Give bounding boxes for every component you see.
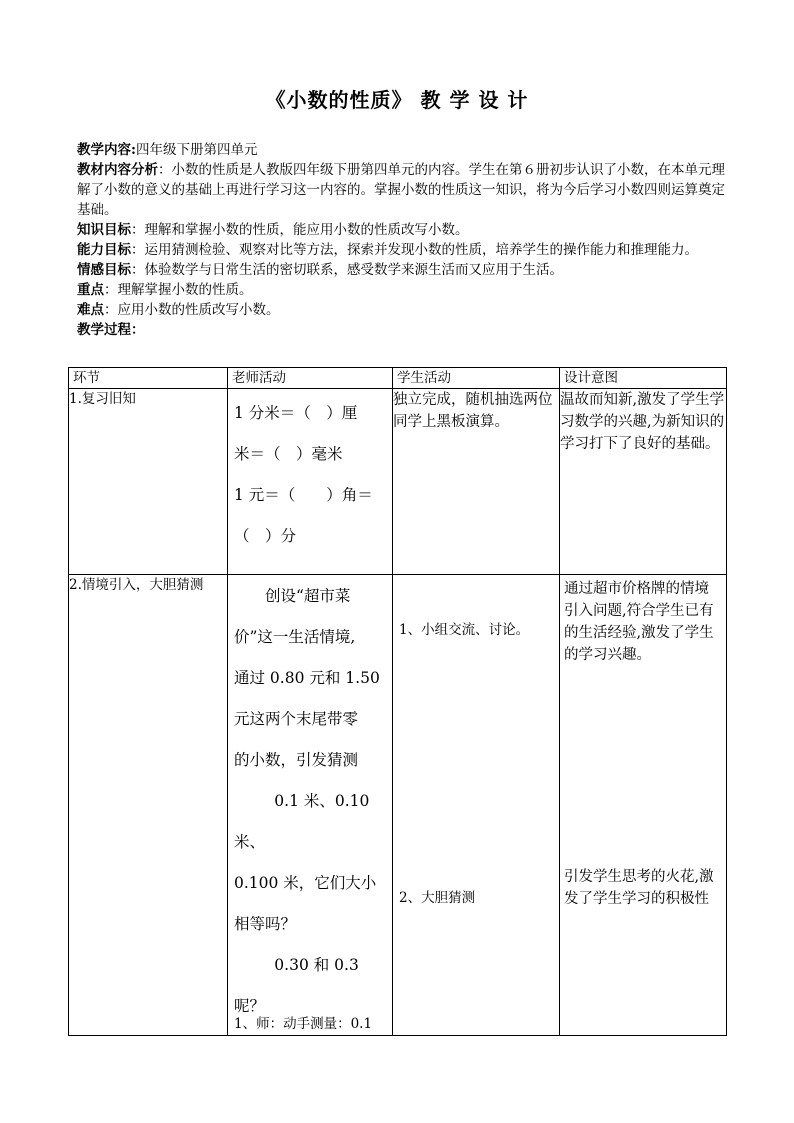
emotion-line [77,260,727,280]
teacher-line: 创设“超市菜 [265,587,351,605]
student-step-2: 2、大胆猜测 [399,890,476,906]
process-table [68,367,727,1036]
emotion-text: ：体验数学与日常生活的密切联系，感受数学来源生活而又应用于生活。 [131,262,563,278]
table-header-row [69,368,727,389]
teacher-line: 0.30 和 0.3 呢？ [234,956,359,1015]
knowledge-text: ：理解和掌握小数的性质，能应用小数的性质改写小数。 [131,222,469,238]
row2-teacher [228,575,393,1036]
row1-teacher [228,389,393,575]
teacher-line: 通过 0.80 元和 1.50 [234,669,380,687]
process-line [77,320,727,340]
header-intent: 设计意图 [560,368,727,389]
emotion-label: 情感目标 [77,262,131,278]
row1-stage: 1.复习旧知 [69,389,228,575]
header-student: 学生活动 [393,368,560,389]
knowledge-line [77,220,727,240]
row1-intent: 温故而知新,激发了学生学习数学的兴趣,为新知识的学习打下了良好的基础。 [560,389,727,575]
teacher-line: 相等吗？ [234,915,297,933]
ability-text: ：运用猜测检验、观察对比等方法，探索并发现小数的性质，培养学生的操作能力和推理能力。 [131,242,698,258]
teacher-line: 1 元＝（ ）角＝ [234,486,373,504]
content-value: 四年级下册第四单元 [135,142,258,158]
intent-1: 通过超市价格牌的情境引入问题,符合学生已有的生活经验,激发了学生的学习兴趣。 [564,581,714,663]
table-row [69,389,727,575]
key-line [77,280,727,300]
header-stage: 环节 [69,368,228,389]
analysis-text: ：小数的性质是人教版四年级下册第四单元的内容。学生在第６册初步认识了小数，在本单元理解了小数的意义的基础上再进行学习这一内容的。掌握小数的性质这一知识，将为今后学习小数四则运算奠定基础。 [77,162,725,218]
key-label: 重点 [77,282,104,298]
analysis-label: 教材内容分析 [77,162,158,178]
teacher-line: 0.1 米、0.10 米、 [234,792,370,851]
page-title: 《小数的性质》 教 学 设 计 [265,88,529,112]
key-text: ：理解掌握小数的性质。 [104,282,253,298]
student-step-1: 1、小组交流、讨论。 [399,622,530,638]
teacher-line: 价”这一生活情境, [234,628,356,646]
difficult-text: ：应用小数的性质改写小数。 [104,302,280,318]
ability-label: 能力目标 [77,242,131,258]
teacher-line: 米＝（ ）毫米 [234,445,343,463]
teacher-tail: 1、师：动手测量：0.1 [234,1016,373,1032]
content-line [77,140,727,160]
teacher-line: 的小数，引发猜测 [234,751,359,769]
difficult-line [77,300,727,320]
ability-line [77,240,727,260]
teacher-line: 元这两个末尾带零 [234,710,359,728]
lesson-info [77,140,727,340]
teacher-line: 0.100 米，它们大小 [234,874,377,892]
row2-stage: 2.情境引入，大胆猜测 [69,575,228,1036]
header-teacher: 老师活动 [228,368,393,389]
intent-2: 引发学生思考的火花,激发了学生学习的积极性 [564,869,714,907]
row2-student [393,575,560,1036]
table-row [69,575,727,1036]
analysis-line [77,160,727,220]
process-label: 教学过程： [77,322,145,338]
difficult-label: 难点 [77,302,104,318]
content-label: 教学内容: [77,142,136,158]
row2-intent [560,575,727,1036]
teacher-line: 1 分米＝（ ）厘 [234,404,358,422]
row1-student: 独立完成，随机抽选两位同学上黑板演算。 [393,389,560,575]
teacher-line: （ ）分 [234,527,297,545]
knowledge-label: 知识目标 [77,222,131,238]
